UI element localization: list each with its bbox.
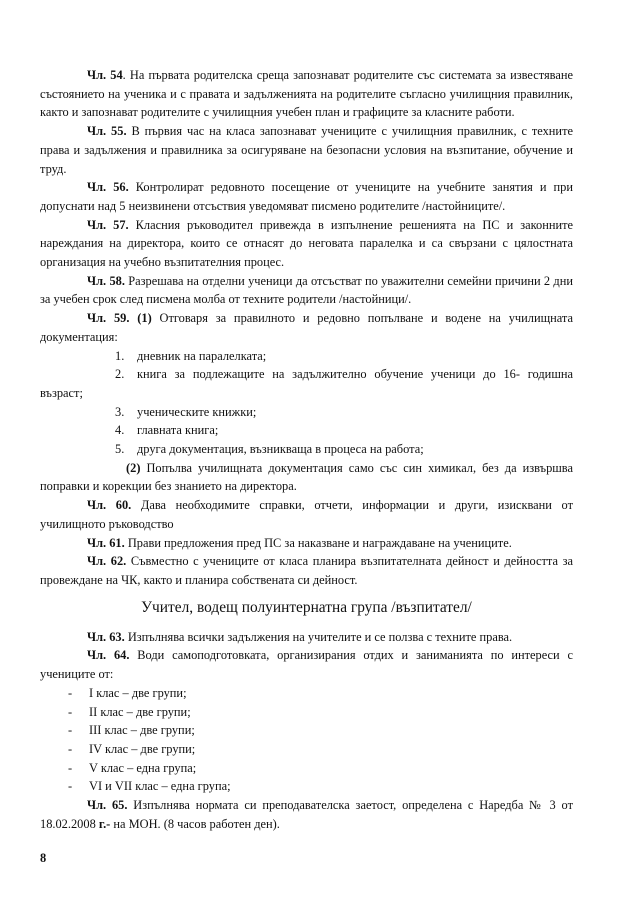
article-text-bold: г.-	[98, 816, 111, 831]
list-item	[40, 365, 573, 402]
list-number: 4.	[115, 423, 125, 438]
article-label: Чл. 65.	[87, 798, 128, 813]
article-label: Чл. 60.	[87, 498, 132, 513]
article-label: Чл. 55.	[87, 124, 127, 139]
article-57	[40, 216, 573, 272]
article-60	[40, 496, 573, 533]
article-label: Чл. 57.	[87, 217, 129, 232]
article-label: Чл. 58.	[87, 273, 125, 288]
dash-bullet: -	[68, 741, 73, 756]
list-item	[68, 759, 573, 778]
list-item	[115, 440, 573, 459]
article-text: . На първата родителска среща запознават родителите със системата за известяване състоянието на ученика и с правата и задълженията на родителите съгласно училищния правилник, както и запознават родителите с училищния учебен план и графиците за класните работи.	[40, 68, 573, 120]
article-59	[40, 309, 573, 346]
article-54	[40, 66, 573, 122]
list-number: 3.	[115, 404, 125, 419]
article-55	[40, 122, 573, 178]
article-label: Чл. 64.	[87, 648, 130, 663]
article-label: Чл. 61.	[87, 535, 125, 550]
article-text: Разрешава на отделни ученици да отсъстват по уважителни семейни причини 2 дни за учебен срок след писмена молба от техните родители /настойници/.	[40, 273, 574, 307]
list-item	[115, 403, 573, 422]
dash-bullet: -	[68, 685, 73, 700]
document-page	[40, 66, 573, 833]
list-item	[68, 703, 573, 722]
section-heading: Учител, водещ полуинтернатна група /възпитател/	[141, 598, 472, 616]
article-58	[40, 272, 573, 309]
list-text: I клас – две групи;	[89, 685, 187, 700]
article-text: В първия час на класа запознават учениците с училищния правилник, с техните права и задължения и правилника за осигуряване на безопасни условия на възпитание, обучение и труд.	[40, 124, 573, 176]
list-item	[68, 684, 573, 703]
article-56	[40, 178, 573, 215]
list-item	[68, 721, 573, 740]
article-label: (2)	[126, 460, 141, 475]
list-text: IV клас – две групи;	[89, 741, 196, 756]
list-text: друга документация, възникваща в процеса на работа;	[137, 442, 424, 457]
list-text: VI и VII клас – една група;	[89, 779, 231, 794]
page-number: 8	[40, 851, 47, 865]
article-text: Изпълнява всички задължения на учителите и се ползва с техните права.	[124, 629, 513, 644]
article-label: Чл. 59. (1)	[87, 311, 152, 326]
article-text: Съвместно с учениците от класа планира възпитателната дейност и дейността за провеждане на ЧК, както и планира собствената си дейност.	[40, 554, 573, 587]
article-63	[40, 628, 573, 647]
article-65	[40, 796, 573, 833]
article-label: Чл. 56.	[87, 180, 129, 195]
list-text: дневник на паралелката;	[137, 348, 267, 363]
article-text: Класния ръководител привежда в изпълнение решенията на ПС и законните нареждания на директора, които се отнасят до неговата паралелка и са свързани с цялостната организация на учебно възпитателния процес.	[40, 217, 573, 270]
article-text: Прави предложения пред ПС за наказване и награждаване на учениците.	[124, 535, 512, 550]
article-label: Чл. 54	[87, 68, 123, 82]
article-text: Изпълнява нормата си преподавателска заетост, определена с Наредба № 3 от 18.02.2008	[40, 798, 573, 831]
article-59-2	[40, 459, 573, 496]
article-text: на МОН. (8 часов работен ден).	[110, 816, 280, 831]
article-text: Води самоподготовката, организирания отдих и заниманията по интереси с учениците от:	[40, 648, 573, 682]
article-text: Попълва училищната документация само със син химикал, без да извършва поправки и корекции без знанието на директора.	[40, 460, 573, 494]
list-text: III клас – две групи;	[89, 723, 195, 738]
dash-bullet: -	[68, 704, 73, 719]
article-label: Чл. 63.	[87, 629, 125, 644]
dash-bullet: -	[68, 723, 73, 738]
dash-bullet: -	[68, 760, 73, 775]
list-text: II клас – две групи;	[89, 704, 191, 719]
article-text: Контролират редовното посещение от учениците на учебните занятия и при допуснати над 5 неизвинени отсъствия уведомяват писмено родителите /настойниците/.	[40, 180, 573, 213]
article-label: Чл. 62.	[87, 554, 127, 569]
list-text: книга за подлежащите на задължително обучение ученици до 16- годишна възраст;	[40, 367, 573, 400]
list-text: V клас – една група;	[89, 760, 197, 775]
article-62	[40, 552, 573, 589]
list-number: 5.	[115, 442, 125, 457]
dash-bullet: -	[68, 779, 73, 794]
article-text: Отговаря за правилното и редовно попълване и водене на училищната документация:	[40, 311, 573, 344]
article-61	[40, 534, 573, 553]
list-text: главната книга;	[137, 423, 219, 438]
article-text: Дава необходимите справки, отчети, информации и други, изисквани от училищното ръководство	[40, 498, 573, 531]
list-item	[115, 421, 573, 440]
list-item	[68, 740, 573, 759]
article-64	[40, 646, 573, 683]
list-text: ученическите книжки;	[137, 404, 257, 419]
list-item	[68, 777, 573, 796]
list-number: 2.	[115, 367, 125, 382]
list-item	[115, 347, 573, 366]
list-number: 1.	[115, 348, 125, 363]
